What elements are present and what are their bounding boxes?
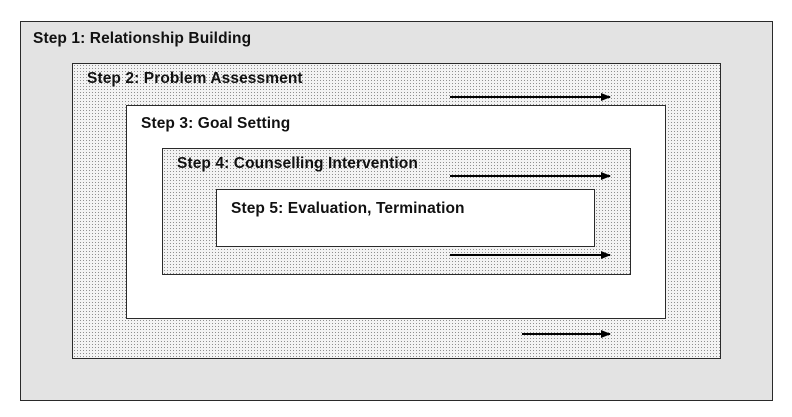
step-1-label: Step 1: Relationship Building bbox=[33, 30, 252, 47]
step-5-label: Step 5: Evaluation, Termination bbox=[231, 200, 465, 217]
step-4-label: Step 4: Counselling Intervention bbox=[177, 155, 418, 172]
step-3-label: Step 3: Goal Setting bbox=[141, 115, 291, 132]
step-2-label: Step 2: Problem Assessment bbox=[87, 70, 303, 87]
